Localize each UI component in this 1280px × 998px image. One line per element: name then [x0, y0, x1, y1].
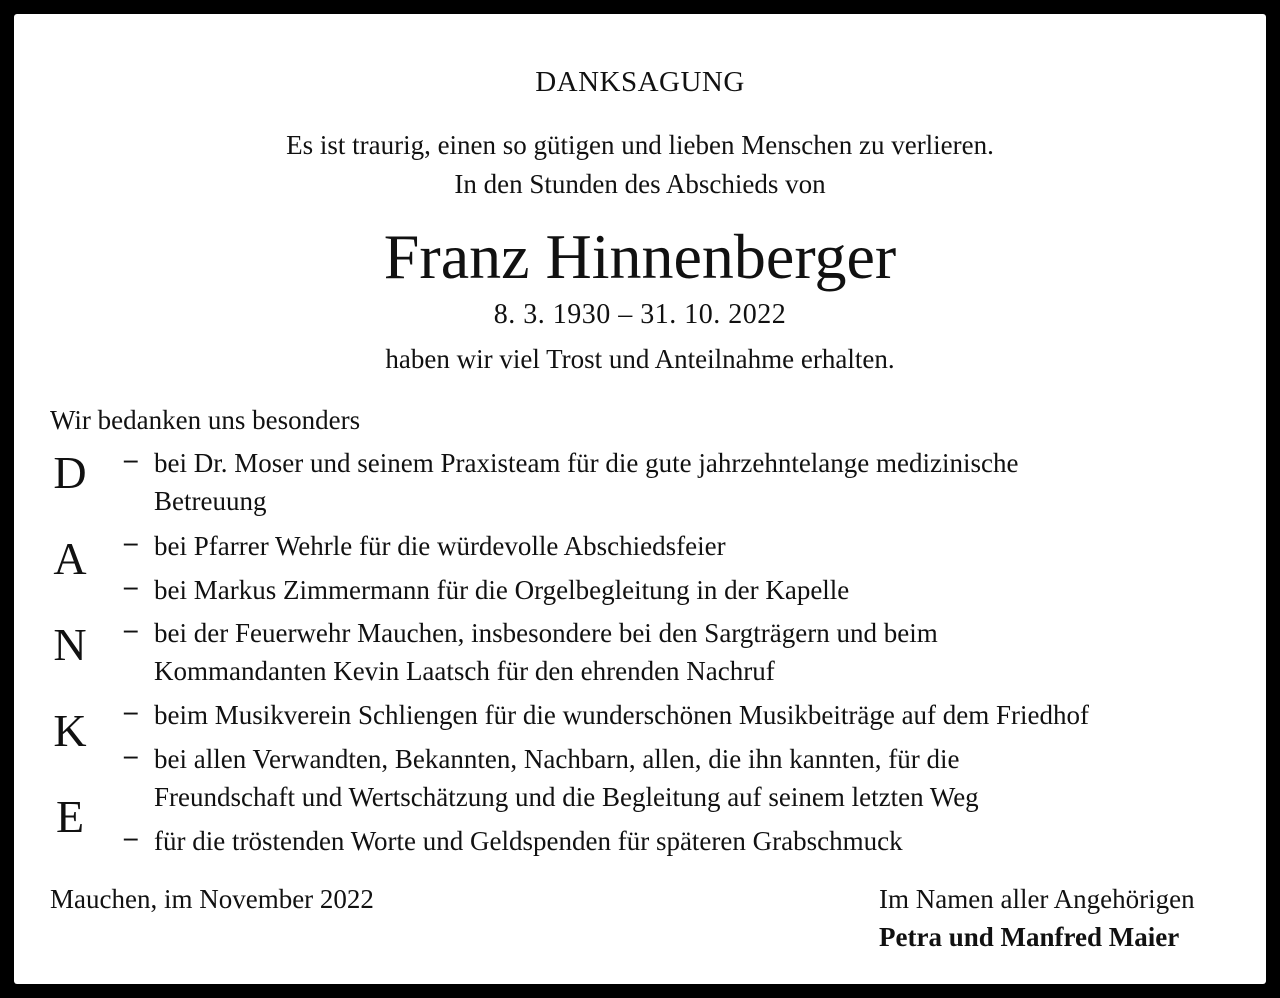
thanks-item-line: Betreuung	[154, 486, 267, 516]
deceased-name: Franz Hinnenberger	[383, 221, 897, 292]
signature-line-1: Im Namen aller Angehörigen	[879, 884, 1195, 914]
thanks-item-line: bei Markus Zimmermann für die Orgelbegleitung in der Kapelle	[154, 575, 850, 605]
list-dash: –	[124, 444, 138, 474]
life-dates: 8. 3. 1930 – 31. 10. 2022	[493, 299, 787, 330]
danke-letter: D	[53, 447, 87, 498]
thanks-item-line: für die tröstenden Worte und Geldspenden für späteren Grabschmuck	[154, 826, 903, 856]
thanks-item	[154, 614, 938, 690]
thanks-item-line: Freundschaft und Wertschätzung und die Begleitung auf seinem letzten Weg	[154, 782, 979, 812]
thanks-item-line: bei allen Verwandten, Bekannten, Nachbarn, allen, die ihn kannten, für die	[154, 744, 960, 774]
thanks-item	[154, 822, 903, 860]
thanks-item	[154, 527, 726, 565]
danke-letter: K	[53, 705, 87, 756]
thanks-intro: Wir bedanken uns besonders	[50, 405, 361, 435]
list-dash: –	[124, 614, 138, 644]
thanks-item	[154, 740, 979, 816]
danke-letter: N	[53, 619, 87, 670]
thanks-item	[154, 696, 1089, 734]
place-date: Mauchen, im November 2022	[50, 884, 374, 914]
intro-line-2: In den Stunden des Abschieds von	[454, 169, 826, 199]
thanks-item-line: bei Dr. Moser und seinem Praxisteam für die gute jahrzehntelange medizinische	[154, 448, 1019, 478]
notice-heading: DANKSAGUNG	[535, 66, 745, 98]
intro-line-3: haben wir viel Trost und Anteilnahme erhalten.	[385, 344, 895, 374]
danke-letter: A	[53, 533, 87, 584]
signature-names: Petra und Manfred Maier	[879, 922, 1180, 952]
thanks-item-line: bei Pfarrer Wehrle für die würdevolle Abschiedsfeier	[154, 531, 726, 561]
thanks-item-line: Kommandanten Kevin Laatsch für den ehrenden Nachruf	[154, 656, 775, 686]
intro-line-1: Es ist traurig, einen so gütigen und lieben Menschen zu verlieren.	[286, 130, 994, 160]
list-dash: –	[124, 822, 138, 852]
danke-letter: E	[55, 791, 85, 842]
list-dash: –	[124, 740, 138, 770]
list-dash: –	[124, 527, 138, 557]
thanks-item	[154, 444, 1018, 520]
obituary-notice	[14, 14, 1266, 984]
thanks-item-line: bei der Feuerwehr Mauchen, insbesondere bei den Sargträgern und beim	[154, 618, 938, 648]
thanks-item-line: beim Musikverein Schliengen für die wunderschönen Musikbeiträge auf dem Friedhof	[154, 700, 1090, 730]
list-dash: –	[124, 571, 138, 601]
list-dash: –	[124, 696, 138, 726]
thanks-item	[154, 571, 849, 609]
